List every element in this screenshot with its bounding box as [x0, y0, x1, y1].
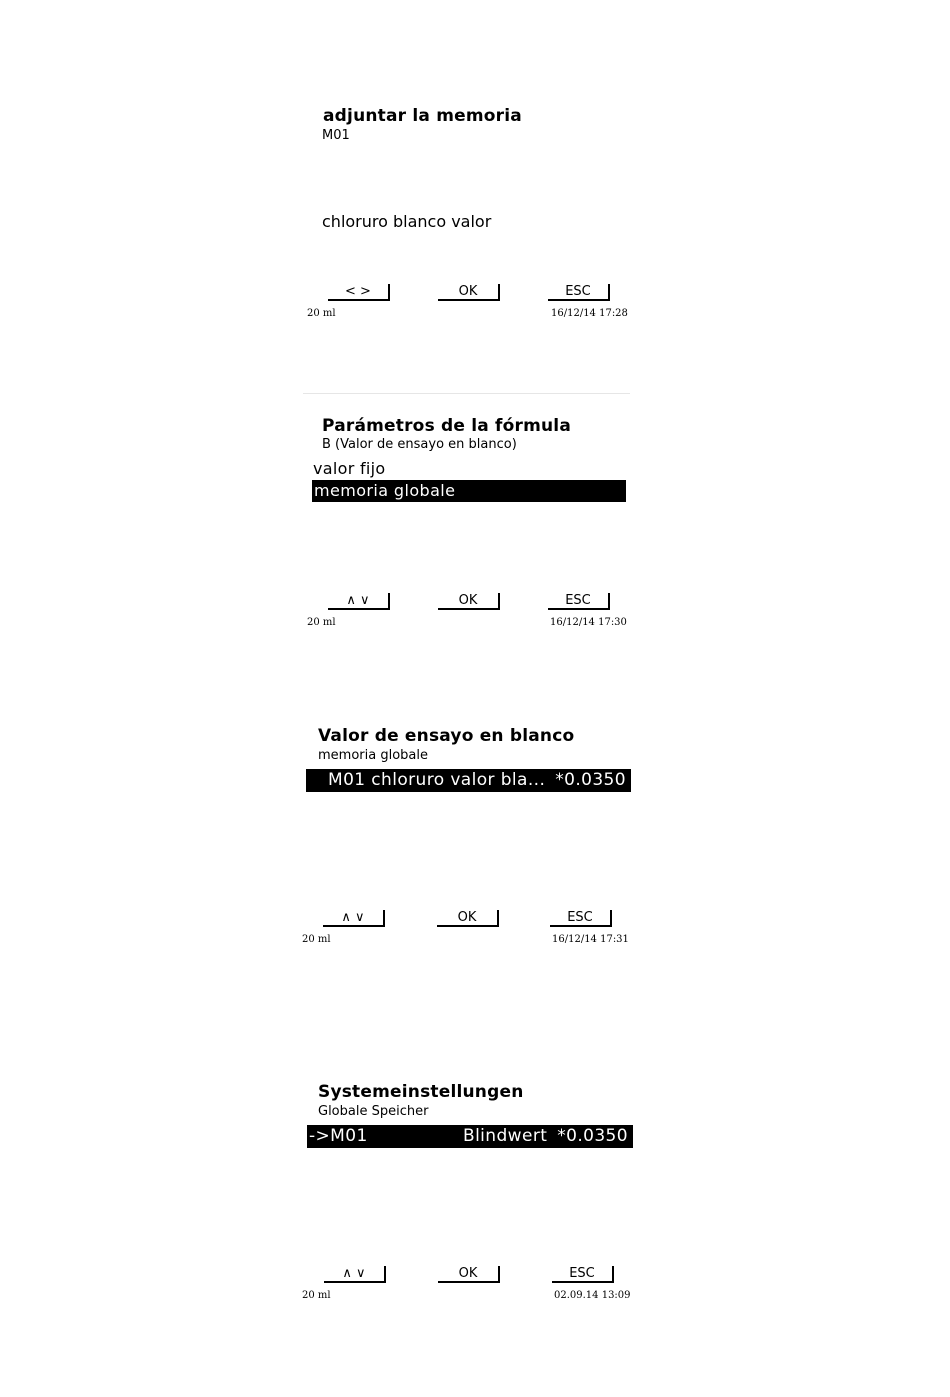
memory-row-value: *0.0350 [555, 770, 626, 790]
esc-button[interactable]: ESC [550, 910, 612, 927]
page-title: Systemeinstellungen [318, 1082, 524, 1102]
nav-left-right-button[interactable]: < > [328, 284, 390, 301]
page-subtitle: memoria globale [318, 748, 428, 763]
ok-button[interactable]: OK [438, 1266, 500, 1283]
volume-indicator: 20 ml [307, 308, 336, 319]
option-global-memory-selected[interactable]: memoria globale [312, 480, 626, 502]
page-subtitle: B (Valor de ensayo en blanco) [322, 437, 517, 452]
option-fixed-value[interactable]: valor fijo [313, 459, 386, 478]
nav-up-down-button[interactable]: ∧ ∨ [323, 910, 385, 927]
page-title: adjuntar la memoria [323, 106, 522, 126]
volume-indicator: 20 ml [302, 934, 331, 945]
divider [303, 393, 630, 394]
page-title: Parámetros de la fórmula [322, 416, 572, 436]
datetime-indicator: 02.09.14 13:09 [554, 1290, 631, 1301]
esc-button[interactable]: ESC [548, 593, 610, 610]
volume-indicator: 20 ml [302, 1290, 331, 1301]
ok-button[interactable]: OK [437, 910, 499, 927]
memory-row-label: M01 chloruro valor bla... [328, 770, 546, 790]
nav-up-down-button[interactable]: ∧ ∨ [324, 1266, 386, 1283]
esc-button[interactable]: ESC [552, 1266, 614, 1283]
memory-row-name: Blindwert [463, 1126, 548, 1146]
page-subtitle: Globale Speicher [318, 1104, 429, 1119]
memory-row-value: *0.0350 [557, 1126, 628, 1146]
volume-indicator: 20 ml [307, 617, 336, 628]
page-title: Valor de ensayo en blanco [318, 726, 575, 746]
datetime-indicator: 16/12/14 17:28 [551, 308, 628, 319]
nav-up-down-button[interactable]: ∧ ∨ [328, 593, 390, 610]
memory-row-selected[interactable] [306, 769, 631, 792]
datetime-indicator: 16/12/14 17:30 [550, 617, 627, 628]
page-subtitle: M01 [322, 128, 350, 143]
esc-button[interactable]: ESC [548, 284, 610, 301]
memory-row-label: ->M01 [309, 1126, 368, 1146]
memory-name-text: chloruro blanco valor [322, 212, 492, 231]
ok-button[interactable]: OK [438, 593, 500, 610]
global-memory-row-selected[interactable] [307, 1125, 633, 1148]
datetime-indicator: 16/12/14 17:31 [552, 934, 629, 945]
ok-button[interactable]: OK [438, 284, 500, 301]
